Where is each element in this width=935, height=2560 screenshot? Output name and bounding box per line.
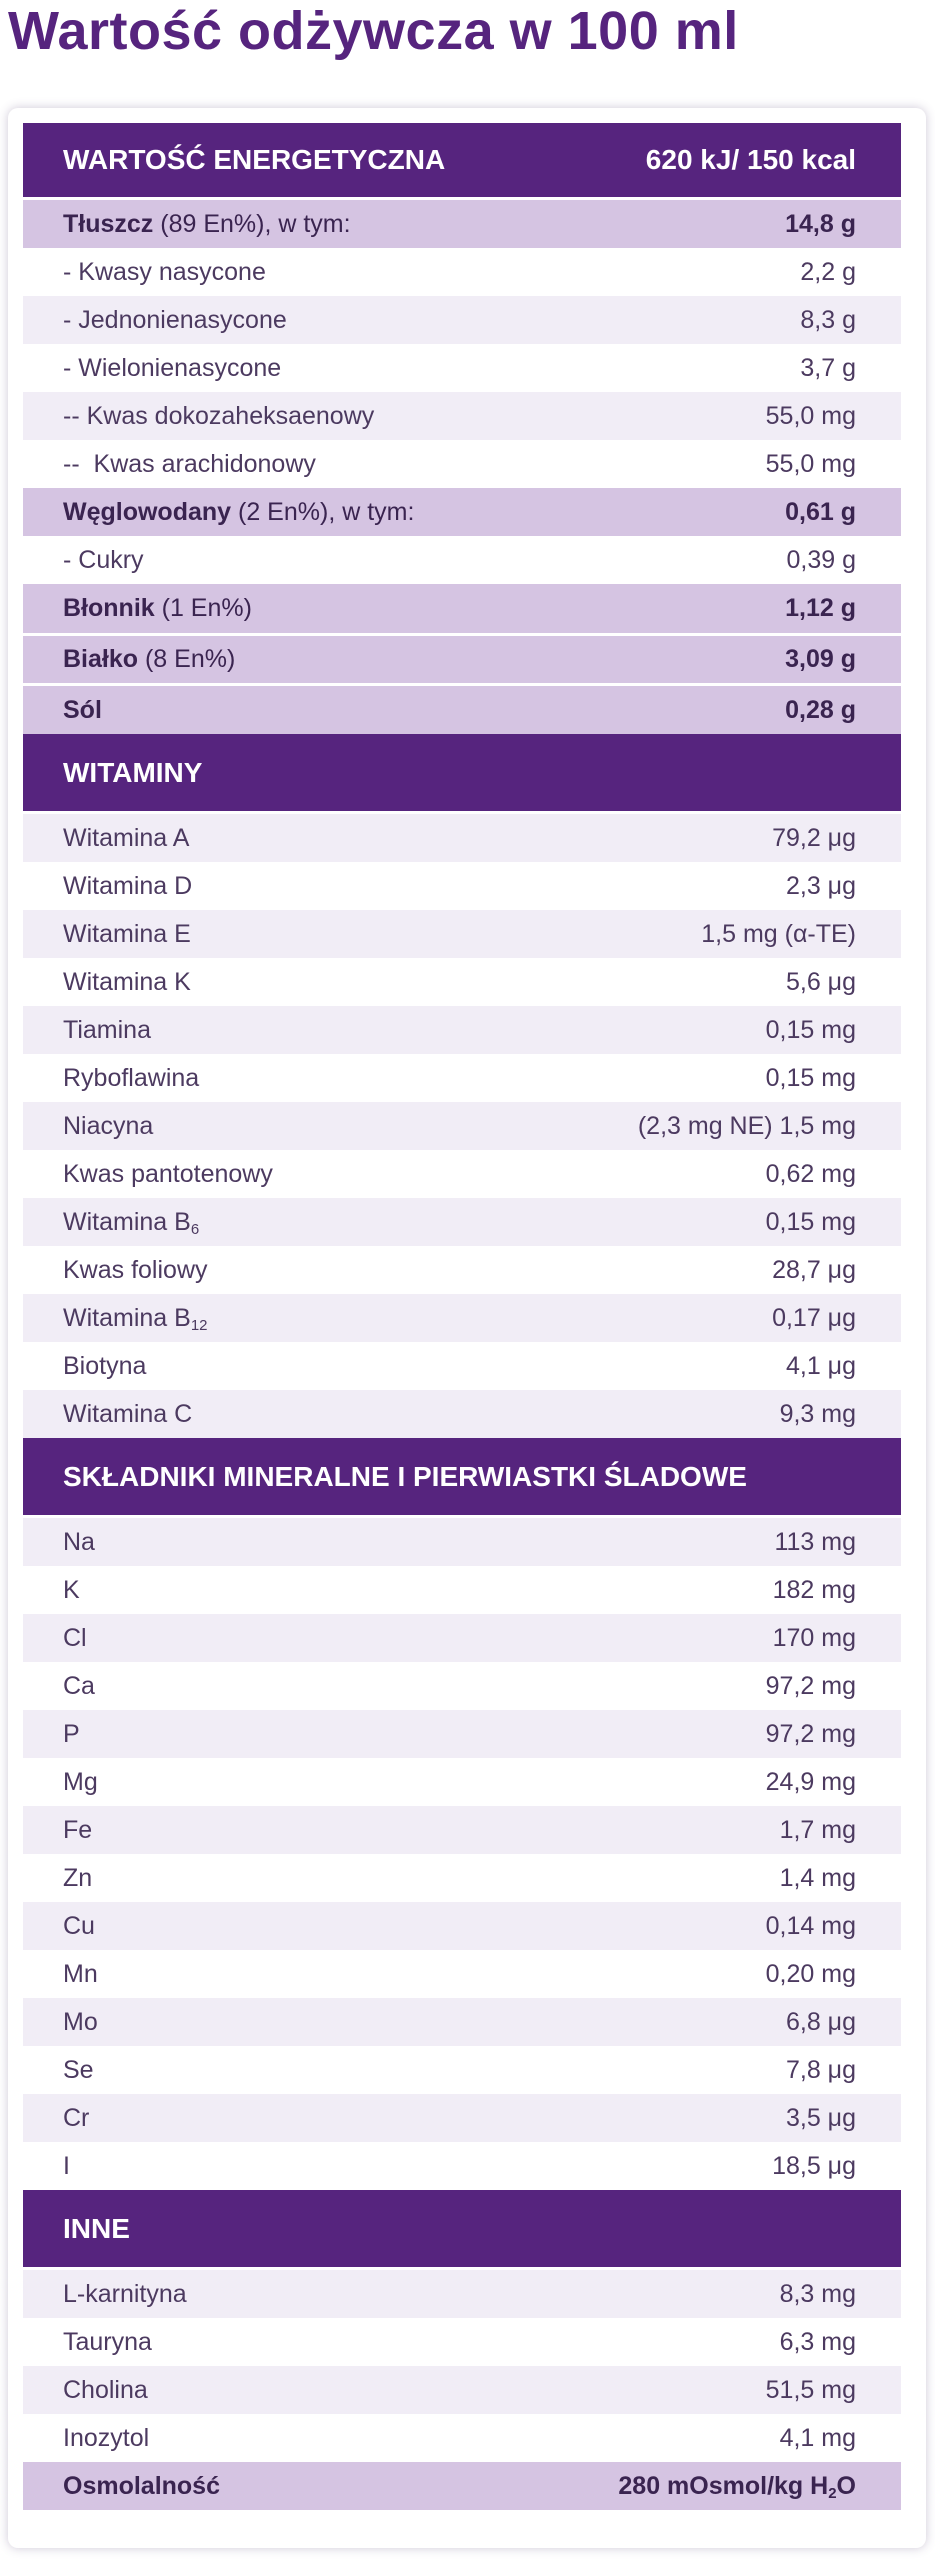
row-label: K xyxy=(63,1575,80,1604)
row-value: (2,3 mg NE) 1,5 mg xyxy=(637,1111,856,1140)
table-row xyxy=(23,1102,901,1150)
salt-label: Sól xyxy=(63,695,102,724)
table-row xyxy=(23,1998,901,2046)
row-value: 1,5 mg (α-TE) xyxy=(701,919,856,948)
salt-value: 0,28 g xyxy=(785,695,856,724)
carbs-row xyxy=(23,488,901,536)
carbs-label-detail: (2 En%), w tym: xyxy=(231,497,415,526)
table-row xyxy=(23,1198,901,1246)
table-row xyxy=(23,1342,901,1390)
row-value: 97,2 mg xyxy=(765,1719,856,1748)
row-value: 6,3 mg xyxy=(779,2327,856,2356)
sugars-row xyxy=(23,536,901,584)
row-label: Ryboflawina xyxy=(63,1063,200,1092)
row-label: Cholina xyxy=(63,2375,148,2404)
row-label: Witamina $B_6$ xyxy=(63,1207,200,1238)
row-value: 55,0 mg xyxy=(765,401,856,430)
row-label: Witamina $B_{12}$ xyxy=(63,1303,208,1334)
row-label: Mn xyxy=(63,1959,98,1988)
table-row xyxy=(23,1246,901,1294)
row-value: 9,3 mg xyxy=(779,1399,856,1428)
row-value: 0,17 μg xyxy=(772,1303,856,1332)
energy-label: WARTOŚĆ ENERGETYCZNA xyxy=(63,144,446,175)
protein-value: 3,09 g xyxy=(785,645,856,673)
row-label: I xyxy=(63,2151,70,2180)
row-value: 0,15 mg xyxy=(765,1015,856,1044)
table-row xyxy=(23,392,901,440)
table-row xyxy=(23,1710,901,1758)
row-label: Niacyna xyxy=(63,1111,154,1140)
vitamins-header: WITAMINY xyxy=(63,756,203,788)
fat-label: Tłuszcz xyxy=(63,209,154,238)
row-label: - Kwasy nasycone xyxy=(63,257,266,286)
nutrition-table xyxy=(23,123,901,2510)
row-value: 5,6 μg xyxy=(785,967,856,996)
row-value: 28,7 μg xyxy=(772,1255,856,1284)
row-value: 6,8 μg xyxy=(785,2007,856,2036)
row-value: 1,4 mg xyxy=(779,1863,856,1892)
carbs-value: 0,61 g xyxy=(785,497,856,526)
table-row xyxy=(23,2046,901,2094)
row-value: 24,9 mg xyxy=(765,1767,856,1796)
row-label: Tauryna xyxy=(63,2327,152,2356)
carbs-label: Węglowodany xyxy=(63,497,232,526)
protein-label: Białko xyxy=(63,645,139,673)
row-value: 0,15 mg xyxy=(765,1207,856,1236)
row-value: 97,2 mg xyxy=(765,1671,856,1700)
row-value: 51,5 mg xyxy=(765,2375,856,2404)
row-label: Se xyxy=(63,2055,94,2084)
row-label: - Jednonienasycone xyxy=(63,305,287,334)
row-label: -- Kwas dokozaheksaenowy xyxy=(63,401,375,430)
row-value: 2,2 g xyxy=(800,257,856,286)
sugars-label: - Cukry xyxy=(63,545,144,574)
table-row xyxy=(23,2318,901,2366)
row-label: Mo xyxy=(63,2007,98,2036)
table-row xyxy=(23,248,901,296)
row-label: Tiamina xyxy=(63,1015,151,1044)
row-value: 113 mg xyxy=(774,1527,856,1556)
row-value: 7,8 μg xyxy=(785,2055,856,2084)
row-label: Fe xyxy=(63,1815,93,1844)
row-value: 8,3 mg xyxy=(779,2279,856,2308)
table-row xyxy=(23,862,901,910)
row-value: 4,1 μg xyxy=(785,1351,856,1380)
table-row xyxy=(23,440,901,488)
sugars-value: 0,39 g xyxy=(786,545,856,574)
vitamins-header-row xyxy=(23,734,901,814)
minerals-header: SKŁADNIKI MINERALNE I PIERWIASTKI ŚLADOWE xyxy=(63,1460,747,1492)
energy-header-row xyxy=(23,123,901,200)
page-title: Wartość odżywcza w 100 ml xyxy=(8,1,739,61)
table-row xyxy=(23,1294,901,1342)
table-row xyxy=(23,1902,901,1950)
osmolality-value: 280 mOsmol/kg $H_2O$ xyxy=(618,2471,856,2502)
row-label: Witamina E xyxy=(63,919,191,948)
other-header-row xyxy=(23,2190,901,2270)
row-value: 55,0 mg xyxy=(765,449,856,478)
row-label: Kwas foliowy xyxy=(63,1255,208,1284)
table-row xyxy=(23,1950,901,1998)
table-row xyxy=(23,2094,901,2142)
row-label: Inozytol xyxy=(63,2423,150,2452)
row-label: Ca xyxy=(63,1671,95,1700)
table-row xyxy=(23,1614,901,1662)
other-header: INNE xyxy=(63,2212,130,2244)
table-row xyxy=(23,1806,901,1854)
row-label: Witamina K xyxy=(63,967,191,996)
row-value: 8,3 g xyxy=(800,305,856,334)
fat-label-detail: (89 En%), w tym: xyxy=(153,209,351,238)
energy-value: 620 kJ/ 150 kcal xyxy=(645,144,856,175)
row-label: Mg xyxy=(63,1767,98,1796)
table-row xyxy=(23,2270,901,2318)
fat-row xyxy=(23,200,901,248)
table-row xyxy=(23,1150,901,1198)
fiber-label-detail: (1 En%) xyxy=(154,594,252,622)
row-value: 3,5 μg xyxy=(785,2103,856,2132)
row-value: 4,1 mg xyxy=(779,2423,856,2452)
table-row xyxy=(23,296,901,344)
osmolality-label: Osmolalność xyxy=(63,2471,220,2500)
table-row xyxy=(23,1854,901,1902)
table-row xyxy=(23,1518,901,1566)
table-row xyxy=(23,2142,901,2190)
row-label: Zn xyxy=(63,1863,93,1892)
row-label: Cr xyxy=(63,2103,90,2132)
row-value: 0,20 mg xyxy=(765,1959,856,1988)
table-row xyxy=(23,910,901,958)
row-label: L-karnityna xyxy=(63,2279,187,2308)
row-label: Na xyxy=(63,1527,95,1556)
table-row xyxy=(23,814,901,862)
row-value: 1,7 mg xyxy=(779,1815,856,1844)
table-row xyxy=(23,1390,901,1438)
table-row xyxy=(23,1566,901,1614)
table-row xyxy=(23,958,901,1006)
table-row xyxy=(23,2366,901,2414)
row-value: 2,3 μg xyxy=(785,871,856,900)
row-value: 3,7 g xyxy=(800,353,856,382)
row-label: Witamina D xyxy=(63,871,193,900)
row-value: 18,5 μg xyxy=(772,2151,856,2180)
table-row xyxy=(23,1662,901,1710)
fiber-label: Błonnik xyxy=(63,594,155,622)
row-label: P xyxy=(63,1719,80,1748)
row-value: 182 mg xyxy=(772,1575,856,1604)
table-row xyxy=(23,1758,901,1806)
fat-value: 14,8 g xyxy=(785,209,856,238)
table-row xyxy=(23,1054,901,1102)
table-row xyxy=(23,1006,901,1054)
row-label: Cu xyxy=(63,1911,95,1940)
row-label: Kwas pantotenowy xyxy=(63,1159,273,1188)
table-row xyxy=(23,2414,901,2462)
row-label: - Wielonienasycone xyxy=(63,353,282,382)
row-label: Witamina A xyxy=(63,823,190,852)
row-value: 0,62 mg xyxy=(765,1159,856,1188)
protein-label-detail: (8 En%) xyxy=(138,645,236,673)
row-label: -- Kwas arachidonowy xyxy=(63,449,316,478)
protein-row xyxy=(23,636,901,686)
table-row xyxy=(23,344,901,392)
fiber-value: 1,12 g xyxy=(785,594,856,622)
osmolality-row xyxy=(23,2462,901,2510)
row-value: 0,15 mg xyxy=(765,1063,856,1092)
fiber-row xyxy=(23,584,901,636)
minerals-header-row xyxy=(23,1438,901,1518)
row-value: 79,2 μg xyxy=(772,823,856,852)
row-value: 170 mg xyxy=(772,1623,856,1652)
salt-row xyxy=(23,686,901,734)
row-label: Cl xyxy=(63,1623,87,1652)
row-value: 0,14 mg xyxy=(765,1911,856,1940)
row-label: Biotyna xyxy=(63,1351,147,1380)
row-label: Witamina C xyxy=(63,1399,193,1428)
